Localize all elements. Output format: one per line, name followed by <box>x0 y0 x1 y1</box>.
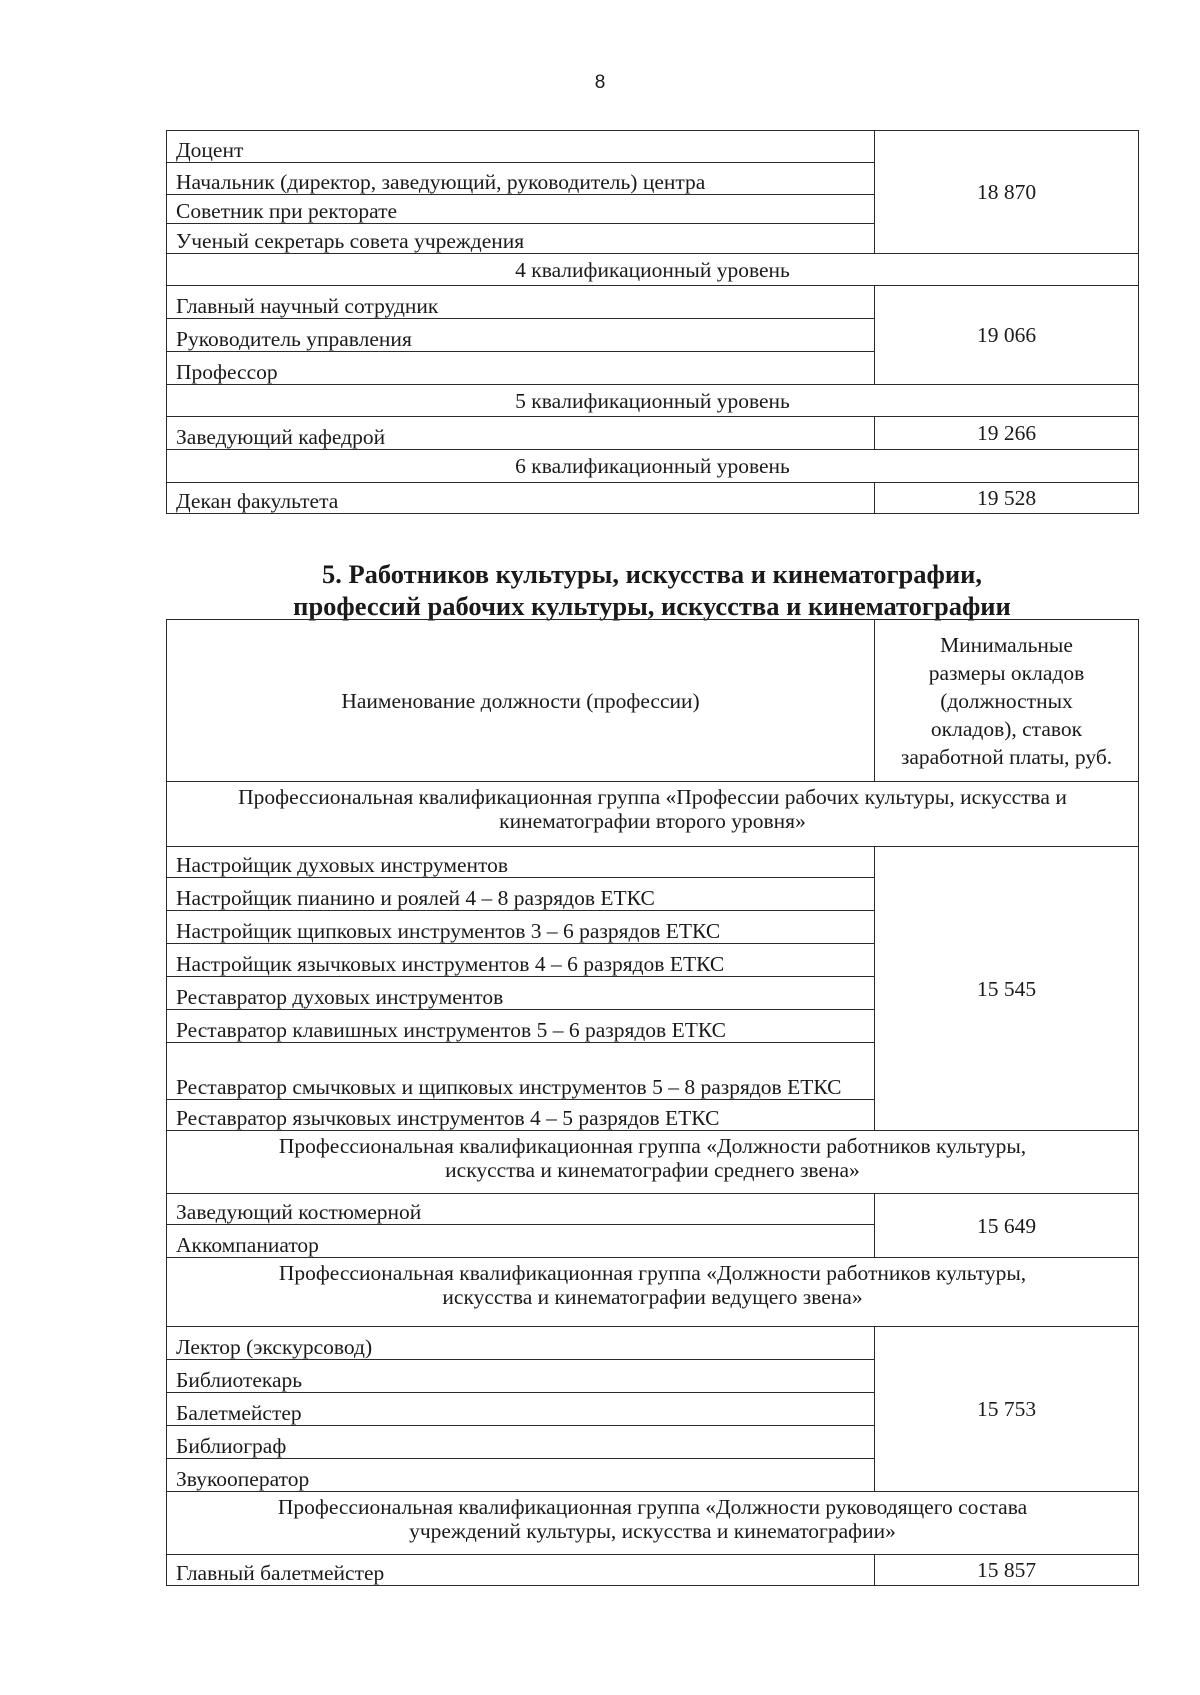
position-cell: Ученый секретарь совета учреждения <box>167 224 875 254</box>
group-title-line: Профессиональная квалификационная группа «Должности работников культуры, <box>278 1134 1027 1158</box>
section-title-line: профессий рабочих культуры, искусства и кинематографии <box>293 591 1011 621</box>
header-line: (должностных <box>940 688 1073 713</box>
group-title-line: искусства и кинематографии среднего звена» <box>445 1158 860 1182</box>
position-cell: Реставратор клавишных инструментов 5 – 6 разрядов ЕТКС <box>167 1010 875 1043</box>
qualification-group-row <box>167 782 1139 847</box>
qualification-level-row: 5 квалификационный уровень <box>167 385 1139 417</box>
position-cell: Профессор <box>167 352 875 385</box>
salary-value: 15 649 <box>875 1194 1139 1258</box>
page-number: 8 <box>594 72 606 93</box>
position-cell: Декан факультета <box>167 483 875 514</box>
position-cell: Настройщик щипковых инструментов 3 – 6 разрядов ЕТКС <box>167 911 875 944</box>
position-cell: Настройщик духовых инструментов <box>167 847 875 878</box>
salary-value: 19 528 <box>875 483 1139 514</box>
position-cell: Главный балетмейстер <box>167 1555 875 1586</box>
position-cell: Реставратор язычковых инструментов 4 – 5 разрядов ЕТКС <box>167 1100 875 1131</box>
position-cell: Доцент <box>167 131 875 163</box>
header-line: Минимальные <box>940 632 1073 657</box>
column-header-salary <box>875 620 1139 782</box>
culture-salary-table <box>166 619 1139 1586</box>
position-cell: Главный научный сотрудник <box>167 286 875 319</box>
position-cell: Заведующий костюмерной <box>167 1194 875 1225</box>
salary-value: 15 753 <box>875 1327 1139 1492</box>
salary-value: 15 545 <box>875 847 1139 1131</box>
header-line: заработной платы, руб. <box>900 744 1113 769</box>
position-cell: Библиограф <box>167 1426 875 1459</box>
position-cell: Руководитель управления <box>167 319 875 352</box>
position-cell: Библиотекарь <box>167 1360 875 1393</box>
qualification-level-row: 4 квалификационный уровень <box>167 254 1139 286</box>
position-cell: Балетмейстер <box>167 1393 875 1426</box>
column-header-position: Наименование должности (профессии) <box>167 620 875 782</box>
group-title-line: Профессиональная квалификационная группа «Профессии рабочих культуры, искусства и <box>238 785 1067 809</box>
header-line: размеры окладов <box>928 660 1085 685</box>
section-title <box>166 558 1138 622</box>
position-cell: Начальник (директор, заведующий, руководитель) центра <box>167 163 875 195</box>
position-cell: Заведующий кафедрой <box>167 417 875 450</box>
salary-table-continued <box>166 130 1139 514</box>
qualification-group-row <box>167 1258 1139 1327</box>
group-title-line: Профессиональная квалификационная группа «Должности работников культуры, <box>278 1261 1027 1285</box>
header-line: окладов), ставок <box>930 716 1083 741</box>
qualification-group-row <box>167 1131 1139 1194</box>
salary-value: 19 266 <box>875 417 1139 450</box>
position-cell: Настройщик пианино и роялей 4 – 8 разрядов ЕТКС <box>167 878 875 911</box>
qualification-level-row: 6 квалификационный уровень <box>167 450 1139 483</box>
salary-value: 15 857 <box>875 1555 1139 1586</box>
group-title-line: кинематографии второго уровня» <box>499 809 806 833</box>
position-cell: Реставратор духовых инструментов <box>167 977 875 1010</box>
position-cell: Советник при ректорате <box>167 195 875 224</box>
position-cell: Аккомпаниатор <box>167 1225 875 1258</box>
qualification-group-row <box>167 1492 1139 1555</box>
position-cell: Реставратор смычковых и щипковых инструментов 5 – 8 разрядов ЕТКС <box>167 1043 875 1100</box>
salary-value: 18 870 <box>875 131 1139 254</box>
section-title-line: 5. Работников культуры, искусства и кинематографии, <box>321 559 983 589</box>
group-title-line: учреждений культуры, искусства и кинематографии» <box>409 1519 896 1543</box>
salary-value: 19 066 <box>875 286 1139 385</box>
position-cell: Лектор (экскурсовод) <box>167 1327 875 1360</box>
group-title-line: искусства и кинематографии ведущего звена» <box>442 1285 863 1309</box>
position-cell: Звукооператор <box>167 1459 875 1492</box>
position-cell: Настройщик язычковых инструментов 4 – 6 разрядов ЕТКС <box>167 944 875 977</box>
group-title-line: Профессиональная квалификационная группа «Должности руководящего состава <box>277 1495 1028 1519</box>
